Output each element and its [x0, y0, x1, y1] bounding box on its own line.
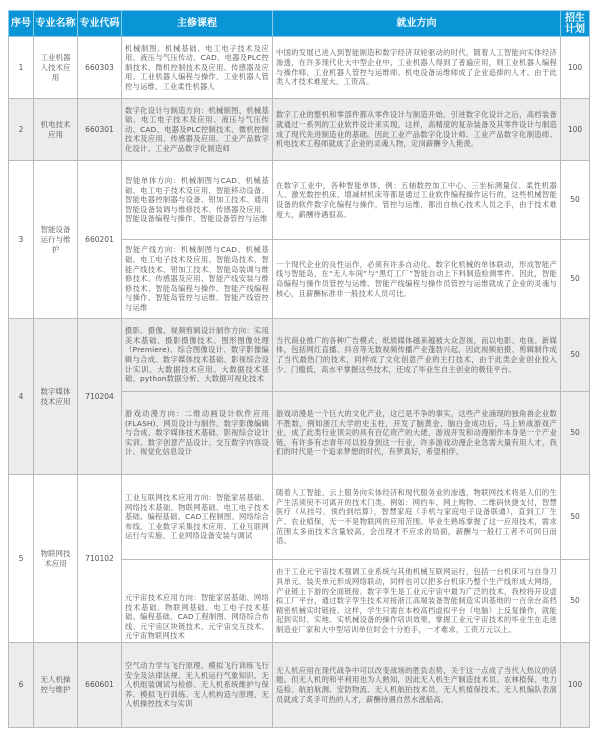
row-no: 6	[9, 643, 34, 728]
career-direction: 当代商业推广的各种广告模式、纸质媒体越来越被大众忽视，而以电影、电视、新媒体，包括网红直播、抖音等无数视频传播产业蓬勃兴起，因此视频拍摄、剪辑制作成了当代最热门的技术，同样成了文化创意产业的主打技术，由于此类企业创业投入少、门槛低，高水平掌握这些技术，还成了毕业生自主创业的极佳平台。	[273, 319, 561, 392]
main-courses: 元宇宙技术应用方向：智能家居基础、网络技术基础、物联网基础、电工电子技术基础、编程基础、CAD工程制图、网络综合布线、元宇宙区块链技术、元宇宙交互技术、元宇宙物联网技术	[122, 560, 273, 643]
enrollment-table	[8, 10, 590, 728]
header-no: 序号	[9, 11, 34, 37]
enrollment-plan: 50	[561, 475, 590, 560]
career-direction: 一个现代企业的良性运作，必须有许多自动化、数字化机械的单体联动，形成智能产线与智能岛，在“无人车间”与“黑灯工厂”智能自动上下料制造检测零件。因此，智能岛编程与操作员管控与运维、智能产线编程与操作员管控与运维就成了企业的灵魂与核心，且薪酬标准非一般技术人员可比。	[273, 240, 561, 319]
main-courses: 机械制图、机械基础、电工电子技术及应用、液压与气压传动、CAD、电器及PLC控制技术、微机控制技术及应用、传感器及应用、工业机器人编程与操作、工业机器人管控与运维、工业柔性机器人	[122, 37, 273, 99]
major-name: 数字媒体技术应用	[34, 319, 78, 475]
major-code: 660303	[78, 37, 122, 99]
career-direction: 游戏动漫是一个巨大的文化产业，这已是不争的事实，这些产业涌现的独角兽企业数不胜数，例如浙江大学的史玉柱，开发了脑黄金、脑白金成功后，马上转战游戏产业，成了此类行业顶尖的具有百亿资产的大佬，游戏开发和动漫制作本身是一个产业链，有许多有志青年可以投身到这一行业，许多游戏动漫企业急需大量有用人才，我们的时代是一个追求梦想的时代，有梦真好，希望相伴。	[273, 392, 561, 475]
career-direction: 数字工业的整机和零部件都从零件设计与制造开始。引进数字化设计之后，高档装备就通过一系列的工业软件设计来实现。这样，高精度的复杂装备及其零件设计与制造成了现代先进制造业的基础。因此工业产品数字化设计师、工业产品数字化制造师、机电技术工程师就成了企业的灵魂人物，定岗薪酬令人艳羡。	[273, 99, 561, 161]
major-name: 工业机器人技术应用	[34, 37, 78, 99]
header-name: 专业名称	[34, 11, 78, 37]
major-name: 物联网技术应用	[34, 475, 78, 643]
enrollment-plan: 50	[561, 161, 590, 240]
table-row	[9, 161, 590, 240]
table-row	[9, 319, 590, 392]
header-code: 专业代码	[78, 11, 122, 37]
main-courses: 数字化设计与制造方向：机械制图、机械基础、电工电子技术及应用、液压与气压传动、CAD、电器及PLC控制技术、微机控制技术及应用、传感器及应用、工业产品数字化设计、工业产品数字化制造师	[122, 99, 273, 161]
main-courses: 摄影、摄像、视频剪辑设计制作方向：实用美术基础、摄影摄像技术、图形图像处理（Premiere)、综合图像设计、数字影像编辑与合成、数字媒体技术基础、影视综合设计实训、大数据技术应用、大数据技术基础、python数据分析、大数据可视化技术	[122, 319, 273, 392]
major-code: 710204	[78, 319, 122, 475]
row-no: 3	[9, 161, 34, 319]
career-direction: 无人机应用在现代战争中可以改变战场的胜负态势，关于这一点成了当代人热议的话题。但无人机的和平利用也为人熟知，因此无人机生产制造技术员、农林植保、电力巡检、航拍航测、安防物流、无人机航拍技术员、无人机植保技术、无人机编队表演员就成了炙手可热的人才，薪酬待遇自然水涨船高。	[273, 643, 561, 728]
enrollment-plan: 50	[561, 319, 590, 392]
enrollment-plan: 100	[561, 99, 590, 161]
career-direction: 随着人工智能、云上服务向实体经济和现代服务业的渗透，物联网技术将是人们的生产生活须臾不可离开的技术门类。例如：网约车、网上购物、二维码快捷支付，智慧医疗（从挂号、预约到结算），智慧家庭（手机与家庭电子设备联通），直到工厂生产、农业植保，无一不是物联网的应用范围。毕业生熟练掌握了这一应用技术，需求范围太多而技术含量较高，会出现才不应求的局面，薪酬与一般打工者不可同日而语。	[273, 475, 561, 560]
main-courses: 空气动力学与飞行原理、模拟飞行训练飞行安全及法律法规、无人机运行气象知识、无人机组装调试与检修、无人机系统维护与保养、模拟飞行训练、无人机构造与原理、无人机操控技术与实训	[122, 643, 273, 728]
main-courses: 智能单体方向：机械制图与CAD、机械基础、电工电子技术及应用、智能移动设备、智能电器控制器与设备、钳加工技术、通用智能设备装调与维修技术、传感器及应用、智能设备编程与操作、智能设备管控与运维	[122, 161, 273, 240]
header-plan: 招生计划	[561, 11, 590, 37]
main-courses: 工业互联网技术应用方向：智能家居基础、网络技术基础、物联网基础、电工电子技术基础、编程基础、CAD工程制图、网络综合布线、工业数字采集技术应用、工业互联网运行与实施、工业网络设备安装与调试	[122, 475, 273, 560]
enrollment-plan: 50	[561, 560, 590, 643]
major-code: 660201	[78, 161, 122, 319]
enrollment-plan: 50	[561, 240, 590, 319]
enrollment-plan: 50	[561, 392, 590, 475]
row-no: 2	[9, 99, 34, 161]
major-code: 710102	[78, 475, 122, 643]
major-name: 机电技术应用	[34, 99, 78, 161]
main-courses: 智能产线方向：机械制图与CAD、机械基础、电工电子技术及应用、智能岛技术、智能产线技术、钳加工技术、智能岛装调与维修技术、传感器及应用、智能产线安装与维修技术、智能岛编程与操作、智能产线编程与操作、智能岛管控与运维、智能产线管控与运维	[122, 240, 273, 319]
row-no: 1	[9, 37, 34, 99]
header-job: 就业方向	[273, 11, 561, 37]
major-code: 660301	[78, 99, 122, 161]
row-no: 5	[9, 475, 34, 643]
career-direction: 由于工业元宇宙技术强调工业系统与其他机械互联网运行，包括一台机床可与自身刀具单元、装夹单元形成网络联动，同样也可以把多台机床乃整个生产线形成大网络，产业链上下游的全面链接。数字孪生是工业元宇宙中最为广泛的技术，我校将开设虚拟工厂平台，通过数字孪生技术对接浙江高端装备智能制造实训基地的一百余台高档精密机械实时链接。这样，学生只需在本校高档虚拟平台（电脑）上反复操作，就能起到实时、实地、实机械设备的操作培训效果，掌握工业元宇宙技术的毕业生在走进制造业厂家和大中型培训单位时会十分抢手，一才难求，工资万元以上。	[273, 560, 561, 643]
table-row	[9, 37, 590, 99]
career-direction: 在数字工业中，各种智能单体，例：五轴数控加工中心、三坐标测量仪、柔性机器人、激光数控机床、增减材机床等都是通过工业软件编程操作运行的，这些机械智能设备的软件数字化编程与操作，管控与运维，都出自核心技术人员之手，由于技术难度大，薪酬待遇很高。	[273, 161, 561, 240]
major-name: 无人机操控与维护	[34, 643, 78, 728]
header-course: 主修课程	[122, 11, 273, 37]
major-name: 智能设备运行与维护	[34, 161, 78, 319]
row-no: 4	[9, 319, 34, 475]
main-courses: 游戏动漫方向：二维动画设计软件应用(FLASH)、网页设计与制作、数字影像编辑与合成、数字媒体技术基础、影视综合设计实训、数字创意产品设计、交互数字内容设计、视觉化信息设计	[122, 392, 273, 475]
enrollment-plan: 100	[561, 37, 590, 99]
table-row	[9, 99, 590, 161]
table-row	[9, 643, 590, 728]
table-header-row	[9, 11, 590, 37]
enrollment-plan: 100	[561, 643, 590, 728]
career-direction: 中国的发展已进入到智能制造和数字经济双轮驱动的时代，随着人工智能向实体经济渗透，在许多现代化大中型企业中，工业机器人得到了普遍应用，则工业机器人编程与操作师、工业机器人管控与运维师、机电设备运维师成了企业追捧的人才。由于此类人才技术难度大，工资高。	[273, 37, 561, 99]
major-code: 660601	[78, 643, 122, 728]
table-row	[9, 475, 590, 560]
